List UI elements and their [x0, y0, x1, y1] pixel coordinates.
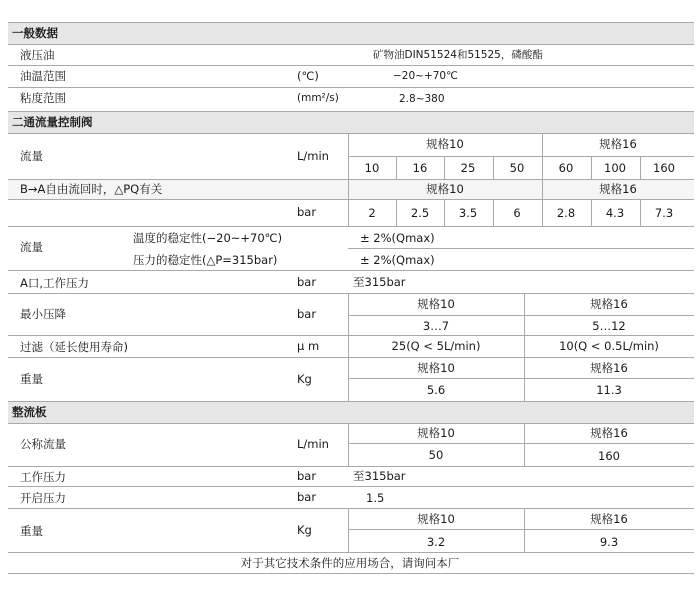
- valve-weight-label: 重量: [20, 372, 43, 386]
- filter-value10: 25(Q < 5L/min): [391, 339, 481, 353]
- ba-value-cell: 2.8: [556, 206, 576, 220]
- port-pressure-value: 至315bar: [353, 275, 406, 289]
- flow-value-cell: 160: [653, 161, 675, 175]
- ba-unit: bar: [297, 205, 317, 219]
- valve-weight-value10: 5.6: [426, 383, 446, 397]
- rectifier-weight-spec16: 规格16: [590, 512, 628, 526]
- section-bg-valve: [8, 111, 694, 133]
- stability-temp-value: ± 2%(Qmax): [360, 231, 435, 245]
- flow-value-cell: 16: [412, 161, 428, 175]
- min-pressure-drop-value16: 5…12: [592, 319, 626, 333]
- footer-note: 对于其它技术条件的应用场合，请询问本厂: [240, 556, 460, 570]
- nominal-flow-unit: L/min: [297, 437, 329, 451]
- min-pressure-drop-label: 最小压降: [20, 307, 66, 321]
- rectifier-weight-spec10: 规格10: [417, 512, 455, 526]
- temp-unit: (℃): [297, 69, 319, 83]
- temp-value: −20~+70℃: [393, 70, 458, 82]
- min-pressure-drop-spec16: 规格16: [590, 297, 628, 311]
- flow-value-cell: 25: [460, 161, 476, 175]
- stability-press-label: 压力的稳定性(△P=315bar): [133, 253, 278, 267]
- flow-value-cell: 10: [364, 161, 380, 175]
- visc-label: 粘度范围: [20, 91, 66, 105]
- port-pressure-label: A口,工作压力: [20, 276, 90, 290]
- ba-spec16-header: 规格16: [599, 182, 637, 196]
- port-pressure-unit: bar: [297, 275, 317, 289]
- valve-spec16-header: 规格16: [599, 137, 637, 151]
- temp-label: 油温范围: [20, 69, 66, 83]
- valve-spec10-header: 规格10: [426, 137, 464, 151]
- stability-press-value: ± 2%(Qmax): [360, 253, 435, 267]
- valve-weight-value16: 11.3: [596, 383, 622, 397]
- flow-value-cell: 60: [558, 161, 574, 175]
- work-pressure-label: 工作压力: [20, 470, 66, 484]
- flow-value-cell: 100: [604, 161, 626, 175]
- nominal-flow-value16: 160: [598, 449, 620, 463]
- section-bg-general: [8, 22, 694, 44]
- ba-value-cell: 3.5: [458, 206, 478, 220]
- filter-value16: 10(Q < 0.5L/min): [559, 339, 659, 353]
- fluid-label: 液压油: [20, 48, 55, 62]
- rectifier-weight-value16: 9.3: [599, 535, 619, 549]
- min-pressure-drop-value10: 3…7: [422, 319, 450, 333]
- section-title-general: 一般数据: [12, 26, 58, 40]
- valve-weight-spec10: 规格10: [417, 361, 455, 375]
- filter-label: 过滤（延长使用寿命): [20, 340, 128, 354]
- valve-weight-unit: Kg: [297, 372, 312, 386]
- ba-value-cell: 7.3: [654, 206, 674, 220]
- nominal-flow-spec16: 规格16: [590, 426, 628, 440]
- nominal-flow-spec10: 规格10: [417, 426, 455, 440]
- ba-label: B→A自由流回时，△PQ有关: [20, 182, 163, 196]
- min-pressure-drop-spec10: 规格10: [417, 297, 455, 311]
- visc-value: 2.8~380: [399, 93, 445, 105]
- rectifier-weight-value10: 3.2: [426, 535, 446, 549]
- ba-value-cell: 2.5: [410, 206, 430, 220]
- opening-pressure-label: 开启压力: [20, 491, 66, 505]
- opening-pressure-unit: bar: [297, 490, 317, 504]
- rectifier-weight-label: 重量: [20, 524, 43, 538]
- valve-flow-label: 流量: [20, 149, 43, 163]
- stability-temp-label: 温度的稳定性(−20~+70℃): [133, 231, 283, 245]
- flow-value-cell: 50: [509, 161, 525, 175]
- work-pressure-value: 至315bar: [353, 469, 406, 483]
- filter-unit: μ m: [297, 339, 320, 353]
- ba-value-cell: 6: [513, 206, 521, 220]
- opening-pressure-value: 1.5: [366, 491, 385, 505]
- fluid-value: 矿物油DIN51524和51525，磷酸酯: [373, 49, 543, 61]
- section-title-rectifier: 整流板: [12, 405, 47, 419]
- min-pressure-drop-unit: bar: [297, 307, 317, 321]
- valve-weight-spec16: 规格16: [590, 361, 628, 375]
- rectifier-weight-unit: Kg: [297, 523, 312, 537]
- section-bg-rectifier: [8, 401, 694, 423]
- ba-spec10-header: 规格10: [426, 182, 464, 196]
- stability-label: 流量: [20, 240, 43, 254]
- nominal-flow-value10: 50: [428, 448, 444, 462]
- ba-value-cell: 2: [368, 206, 376, 220]
- work-pressure-unit: bar: [297, 469, 317, 483]
- ba-value-cell: 4.3: [605, 206, 625, 220]
- section-title-valve: 二通流量控制阀: [12, 115, 93, 129]
- visc-unit: (mm²/s): [297, 92, 339, 104]
- valve-flow-unit: L/min: [297, 149, 329, 163]
- nominal-flow-label: 公称流量: [20, 437, 66, 451]
